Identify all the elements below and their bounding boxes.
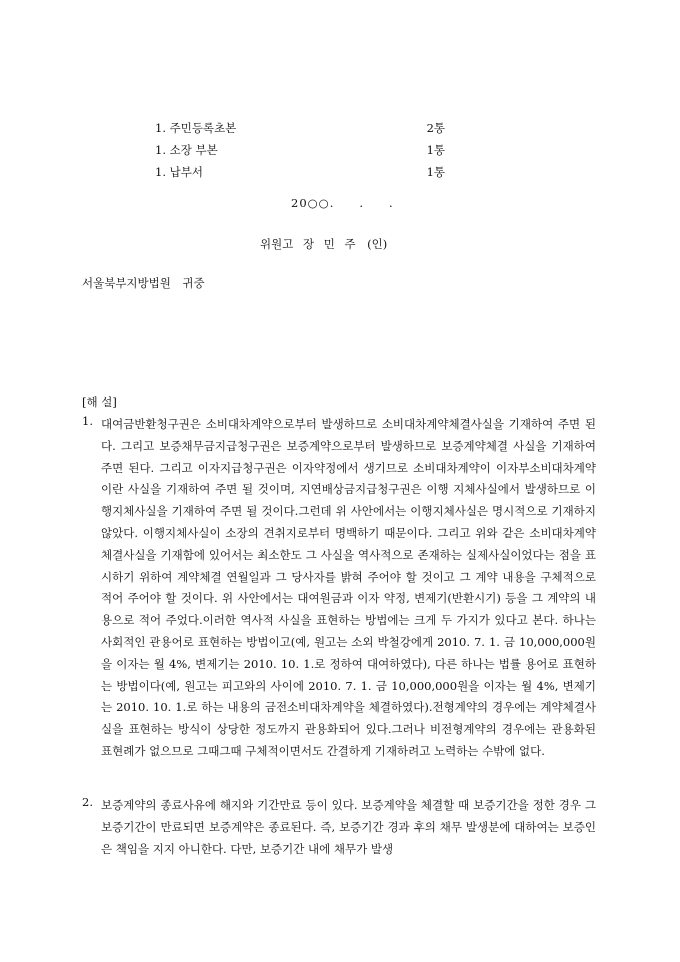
attachment-list [155,117,445,183]
attachment-count: 2통 [426,121,445,135]
attachment-name: 1. 소장 부본 [155,143,218,157]
attachment-item [155,161,445,183]
item-number: 2. [82,795,93,809]
attachment-item [155,117,445,139]
explanation-item [82,795,596,860]
item-text: 대여금반환청구권은 소비대차계약으로부터 발생하므로 소비대차계약체결사실을 기재하여 주면 된다. 그리고 보증채무금지급청구권은 보증계약으로부터 발생하므로 보증계약체결 사실을 기재하여 주면 된다. 그리고 이자지급청구권은 이자약정에서 생기므로 소비대차계약이 이자부소비대차계약이란 사실을 기재하여 주면 될 것이며, 지연배상금지급청구권은 이행 지체사실에서 발생하므로 이행지체사실을 기재하여 주면 될 것이다.그런데 위 사안에서는 이행지체사실은 명시적으로 기재하지 않았다. 이행지체사실이 소장의 견취지로부터 명백하기 때문이다. 그리고 위와 같은 소비대차계약체결사실을 기재함에 있어서는 최소한도 그 사실을 역사적으로 존재하는 실제사실이었다는 점을 표시하기 위하여 계약체결 연월일과 그 당사자를 밝혀 주어야 할 것이고 그 계약 내용을 구체적으로 적어 주어야 할 것이다. 위 사안에서는 대여원금과 이자 약정, 변제기(반환시기) 등을 그 계약의 내용으로 적어 주었다.이러한 역사적 사실을 표현하는 방법에는 크게 두 가지가 있다고 본다. 하나는 사회적인 관용어로 표현하는 방법이고(예, 원고는 소외 박철강에게 2010. 7. 1. 금 10,000,000원을 이자는 월 4%, 변제기는 2010. 10. 1.로 정하여 대여하였다), 다른 하나는 법률 용어로 표현하는 방법이다(예, 원고는 피고와의 사이에 2010. 7. 1. 금 10,000,000원을 이자는 월 4%, 변제기는 2010. 10. 1.로 하는 내용의 금전소비대차계약을 체결하였다).전형계약의 경우에는 계약체결사실을 표현하는 방식이 상당한 정도까지 관용화되어 있다.그러나 비전형계약의 경우에는 관용화된 표현례가 없으므로 그때그때 구체적이면서도 간결하게 기재하려고 노력하는 수밖에 없다. [101,417,596,758]
attachment-name: 1. 주민등록초본 [155,121,237,135]
item-number: 1. [82,414,93,428]
attachment-item [155,139,445,161]
explanation-title: [해 설] [82,395,117,409]
attachment-name: 1. 납부서 [155,165,203,179]
plaintiff-signature: 위원고 장 민 주 (인) [260,237,388,251]
item-text: 보증계약의 종료사유에 해지와 기간만료 등이 있다. 보증계약을 체결할 때 보증기간을 정한 경우 그 보증기간이 만료되면 보증계약은 종료된다. 즉, 보증기간 경과 후의 채무 발생분에 대하여는 보증인은 책임을 지지 아니한다. 다만, 보증기간 내에 채무가 발생 [101,798,596,856]
attachment-count: 1통 [426,165,445,179]
attachment-count: 1통 [426,143,445,157]
document-date: 20○○. . . [291,196,394,210]
explanation-item [82,414,596,763]
court-addressee: 서울북부지방법원 귀중 [82,276,205,290]
